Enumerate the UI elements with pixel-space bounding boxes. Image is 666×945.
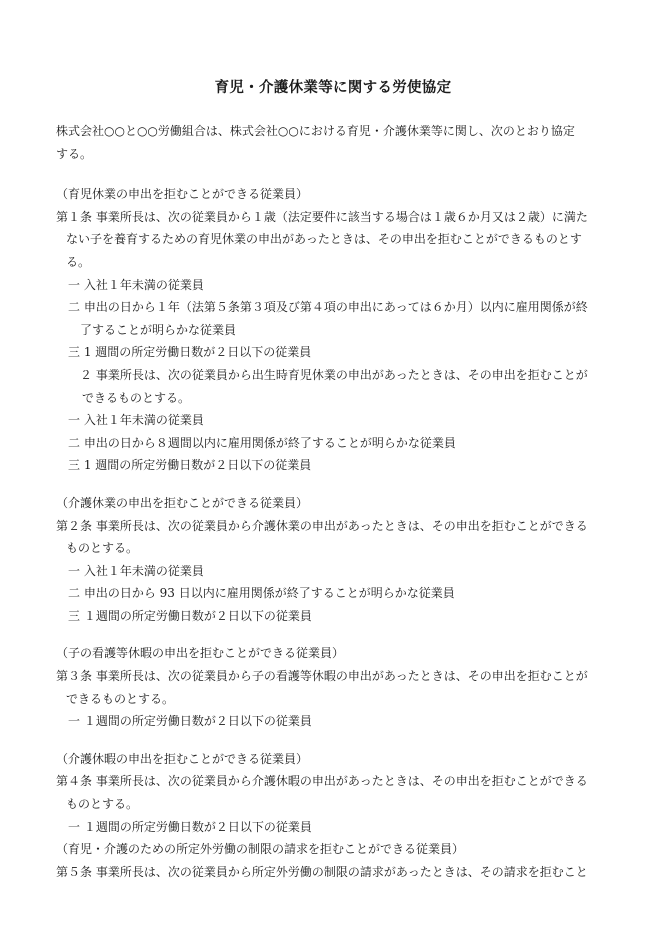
list-item: 二 申出の日から１年（法第５条第３項及び第４項の申出にあっては６か月）以内に雇用関係が終 bbox=[68, 300, 588, 315]
article-line: 第４条 事業所長は、次の従業員から介護休暇の申出があったときは、その申出を拒むことができる bbox=[56, 774, 588, 789]
list-item: 三 １週間の所定労働日数が２日以下の従業員 bbox=[68, 608, 312, 623]
list-item: 一 １週間の所定労働日数が２日以下の従業員 bbox=[68, 714, 312, 729]
paragraph-line: ２ 事業所長は、次の従業員から出生時育児休業の申出があったときは、その申出を拒むことが bbox=[80, 367, 588, 382]
list-item: 三 1 週間の所定労働日数が２日以下の従業員 bbox=[68, 458, 312, 473]
document-body bbox=[56, 120, 616, 883]
section-spacer bbox=[56, 733, 616, 748]
section-heading: （育児休業の申出を拒むことができる従業員） bbox=[56, 187, 309, 202]
list-item: 三 1 週間の所定労働日数が２日以下の従業員 bbox=[68, 345, 312, 360]
list-item: 了することが明らかな従業員 bbox=[80, 322, 237, 337]
article-line: ものとする。 bbox=[66, 797, 139, 812]
list-item: 二 申出の日から８週間以内に雇用関係が終了することが明らかな従業員 bbox=[68, 435, 456, 450]
article-line: 第３条 事業所長は、次の従業員から子の看護等休暇の申出があったときは、その申出を拒むことが bbox=[56, 669, 588, 684]
section-heading: （育児・介護のための所定外労働の制限の請求を拒むことができる従業員） bbox=[56, 842, 465, 857]
document-title: 育児・介護休業等に関する労使協定 bbox=[214, 79, 452, 96]
article-line: ものとする。 bbox=[66, 541, 139, 556]
article-line: ない子を養育するための育児休業の申出があったときは、その申出を拒むことができるものとす bbox=[66, 232, 582, 247]
list-item: 一 入社１年未満の従業員 bbox=[68, 413, 204, 428]
list-item: 二 申出の日から 93 日以内に雇用関係が終了することが明らかな従業員 bbox=[68, 586, 455, 601]
list-item: 一 １週間の所定労働日数が２日以下の従業員 bbox=[68, 819, 312, 834]
article-line: 第５条 事業所長は、次の従業員から所定外労働の制限の請求があったときは、その請求を拒むこと bbox=[56, 864, 588, 879]
article-line: 第２条 事業所長は、次の従業員から介護休業の申出があったときは、その申出を拒むことができる bbox=[56, 518, 588, 533]
section-heading: （介護休業の申出を拒むことができる従業員） bbox=[56, 495, 309, 510]
section-heading: （介護休暇の申出を拒むことができる従業員） bbox=[56, 751, 309, 766]
intro-line: 株式会社○○と○○労働組合は、株式会社○○における育児・介護休業等に関し、次のとおり協定 bbox=[56, 124, 575, 138]
paragraph-line: できるものとする。 bbox=[82, 390, 191, 405]
list-item: 一 入社１年未満の従業員 bbox=[68, 563, 204, 578]
section-spacer bbox=[56, 477, 616, 492]
article-line: る。 bbox=[66, 254, 91, 269]
section-spacer bbox=[56, 165, 616, 183]
section-spacer bbox=[56, 627, 616, 642]
section-heading: （子の看護等休暇の申出を拒むことができる従業員） bbox=[56, 646, 345, 661]
list-item: 一 入社１年未満の従業員 bbox=[68, 277, 204, 292]
intro-line: する。 bbox=[56, 146, 93, 161]
article-line: 第１条 事業所長は、次の従業員から１歳（法定要件に該当する場合は１歳６か月又は２歳）に満た bbox=[56, 209, 588, 224]
article-line: できるものとする。 bbox=[66, 691, 175, 706]
